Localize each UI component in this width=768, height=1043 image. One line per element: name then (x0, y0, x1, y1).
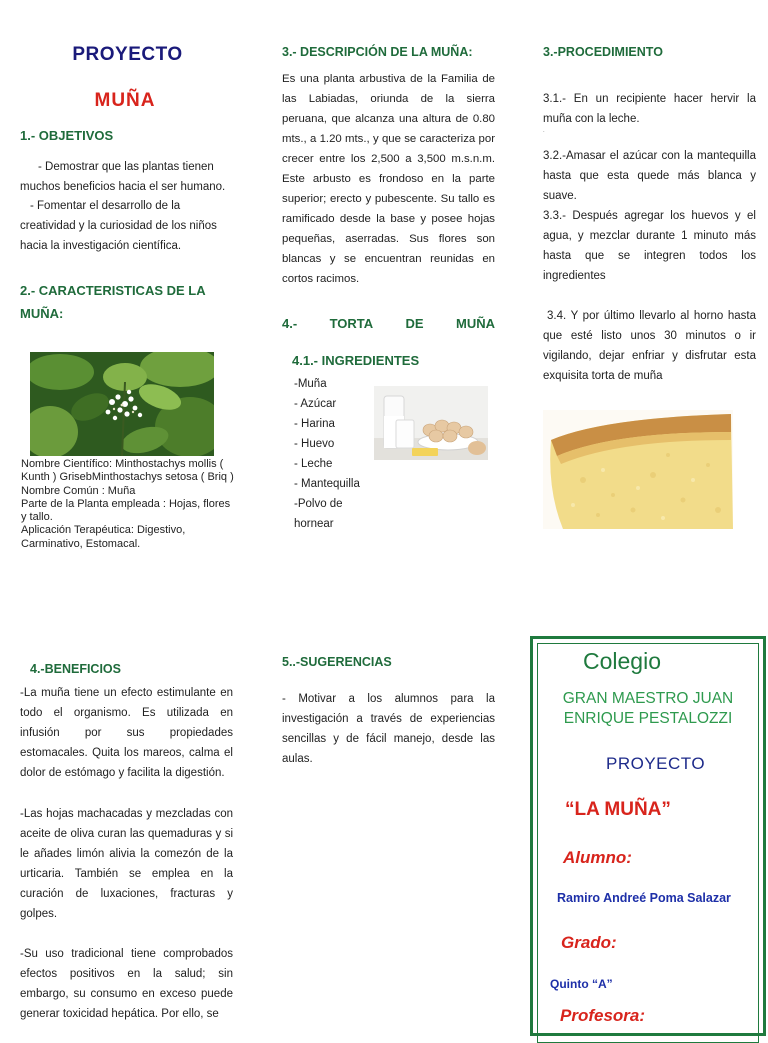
benefits-paragraph-3: -Su uso tradicional tiene comprobados efectos positivos en la salud; sin embargo, su consumo en exceso puede generar toxicidad hepática. Por ello, se (20, 948, 233, 1020)
cover-proyecto: PROYECTO (606, 754, 706, 773)
description-heading: 3.- DESCRIPCIÓN DE LA MUÑA: (282, 45, 473, 59)
ingredient-item: -Polvo de hornear (294, 498, 343, 530)
ingredient-item: - Mantequilla (294, 478, 360, 490)
ingredient-item: -Muña (294, 378, 327, 390)
ingredient-item: - Leche (294, 458, 333, 470)
muna-title: MUÑA (94, 90, 156, 111)
cover-grade-label: Grado: (561, 933, 617, 952)
ingredients-heading: 4.1.- INGREDIENTES (292, 353, 420, 368)
plant-info (21, 458, 236, 551)
plant-scientific-name: Nombre Científico: Minthostachys mollis ( Kunth ) GrisebMinthostachys setosa ( Briq ) (21, 458, 234, 484)
cake-heading-number: 4.- (282, 316, 298, 331)
cover-colegio: Colegio (583, 648, 661, 674)
cover-grade-value: Quinto “A” (550, 977, 613, 991)
procedure-step-3: 3.3.- Después agregar los huevos y el agua, y mezclar durante 1 minuto más hasta que se integren todos los ingredientes (543, 210, 756, 282)
benefits-paragraph-2: -Las hojas machacadas y mezcladas con aceite de oliva curan las quemaduras y si le añades limón alivia la comezón de la urticaria. También se emplea en la curación de luxaciones, fracturas y golpes. (20, 808, 233, 920)
benefits-paragraph-1: -La muña tiene un efecto estimulante en todo el organismo. Es utilizada en infusión por sus propiedades estomacales. Quita los mareos, calma el dolor de estómago y facilita la digestión. (20, 687, 233, 779)
objectives-heading: 1.- OBJETIVOS (20, 128, 114, 143)
suggestions-text: - Motivar a los alumnos para la investigación a través de experiencias sencillas y de fácil manejo, desde las aulas. (282, 693, 495, 765)
benefits-heading: 4.-BENEFICIOS (30, 662, 121, 676)
cover-teacher-label: Profesora: (560, 1006, 646, 1025)
ingredient-item: - Azúcar (294, 398, 337, 410)
cake-image (543, 410, 733, 529)
description-text: Es una planta arbustiva de la Familia de las Labiadas, oriunda de la sierra peruana, que alcanza una altura de 0.80 mts., a 1.20 mts., y que se caracteriza por crecer entre los 2,500 a 3,500 m.s.n.m. Este arbusto es frondoso en la parte superior; erecto y pubescente. Su tallo es ramificado desde la base y posee hojas pequeñas, aserradas. Sus flores son blancas y se encuentran reunidas en cortos racimos. (282, 73, 495, 285)
objective-2: - Fomentar el desarrollo de la creatividad y la curiosidad de los niños hacia la investigación científica. (20, 200, 217, 252)
cover-project-title: “LA MUÑA” (565, 799, 671, 820)
cover-school-name: GRAN MAESTRO JUAN ENRIQUE PESTALOZZI (562, 690, 734, 727)
cake-heading-word-3: MUÑA (455, 316, 495, 331)
suggestions-heading: 5..-SUGERENCIAS (282, 655, 392, 669)
ingredients-list (294, 374, 384, 534)
characteristics-heading: 2.- CARACTERISTICAS DE LA MUÑA: (20, 283, 206, 321)
cake-heading-word-1: TORTA (329, 316, 374, 331)
ingredients-image (374, 386, 488, 460)
procedure-heading: 3.-PROCEDIMIENTO (543, 45, 663, 59)
objective-1: - Demostrar que las plantas tienen muchos beneficios hacia el ser humano. (20, 161, 226, 193)
ingredient-item: - Huevo (294, 438, 335, 450)
plant-common-name: Nombre Común : Muña (21, 484, 136, 497)
procedure-step-1: 3.1.- En un recipiente hacer hervir la muña con la leche. (543, 93, 756, 125)
procedure-step-2: 3.2.-Amasar el azúcar con la mantequilla hasta que esta quede más blanca y suave. (543, 150, 756, 202)
plant-part-used: Parte de la Planta empleada : Hojas, flores y tallo. (21, 497, 231, 524)
cake-heading (282, 316, 495, 331)
dot-mark: . (543, 128, 545, 134)
cover-student-name: Ramiro Andreé Poma Salazar (557, 891, 731, 905)
ingredient-item: - Harina (294, 418, 335, 430)
procedure-step-4: 3.4. Y por último llevarlo al horno hasta que esté listo unos 30 minutos o ir vigilando, dejar enfriar y disfrutar esta exquisita torta de muña (543, 310, 756, 382)
plant-therapeutic-use: Aplicación Terapéutica: Digestivo, Carminativo, Estomacal. (21, 524, 186, 550)
cover-student-label: Alumno: (563, 848, 632, 867)
cake-heading-word-2: DE (405, 316, 424, 331)
muna-plant-image (30, 352, 214, 456)
project-title: PROYECTO (72, 44, 183, 65)
